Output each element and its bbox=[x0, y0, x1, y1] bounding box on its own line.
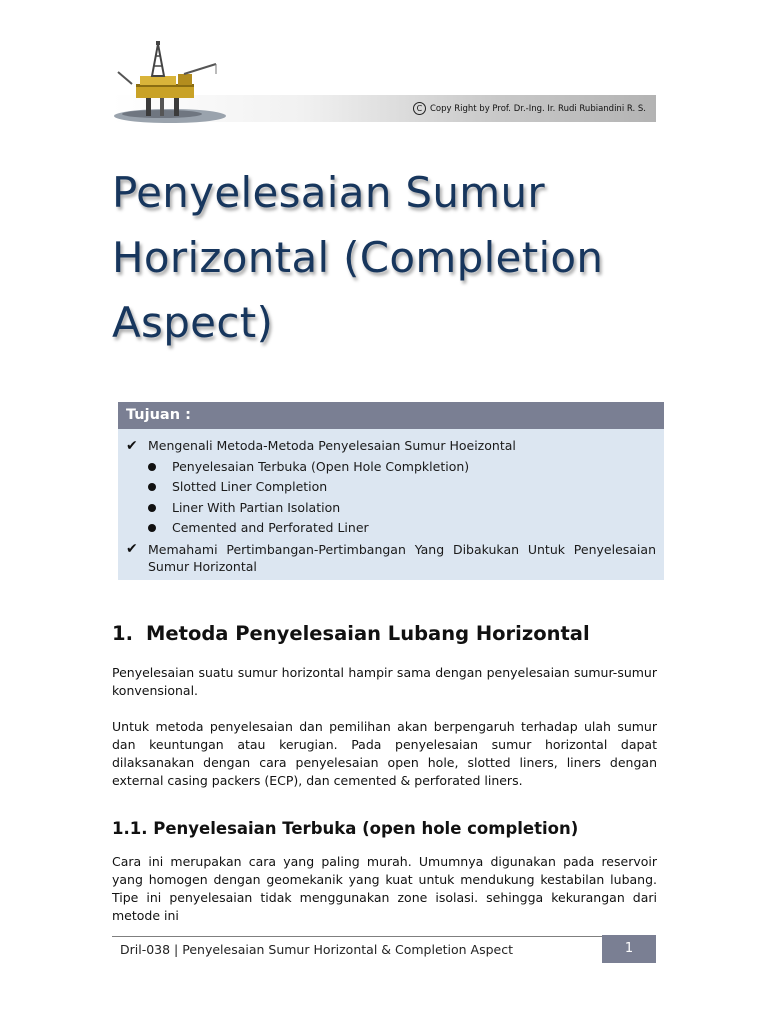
subitem-text: Liner With Partian Isolation bbox=[172, 499, 341, 515]
bullet-dot-icon bbox=[148, 504, 156, 512]
objectives-heading: Tujuan : bbox=[118, 402, 664, 429]
paragraph: Cara ini merupakan cara yang paling murah. Umumnya digunakan pada reservoir yang homogen dengan geomekanik yang kuat untuk mendukung kestabilan lubang. Tipe ini penyelesaian tidak menggunakan zone isolasi. sehingga kekurangan dari metode ini bbox=[112, 854, 657, 923]
checkmark-icon: ✔ bbox=[126, 540, 138, 557]
footer-divider bbox=[112, 936, 602, 937]
objective-subitem bbox=[126, 457, 656, 478]
objective-subitem bbox=[126, 498, 656, 519]
paragraph: Penyelesaian suatu sumur horizontal hampir sama dengan penyelesaian sumur-sumur konvensional. bbox=[112, 665, 657, 698]
subitem-text: Slotted Liner Completion bbox=[172, 479, 328, 494]
paragraph: Untuk metoda penyelesaian dan pemilihan akan berpengaruh terhadap ulah sumur dan keuntungan atau kerugian. Pada penyelesaian sumur horizontal dapat dilaksanakan dengan cara penyelesaian open hole, slotted liners, liners dengan external casing packers (ECP), dan cemented & perforated liners. bbox=[112, 719, 657, 788]
footer-text: Dril-038 | Penyelesaian Sumur Horizontal & Completion Aspect bbox=[120, 942, 514, 957]
objective-text: Memahami Pertimbangan-Pertimbangan Yang Dibakukan Untuk Penyelesaian Sumur Horizontal bbox=[148, 541, 656, 574]
subitem-text: Penyelesaian Terbuka (Open Hole Compkletion) bbox=[172, 458, 470, 474]
objectives-box bbox=[118, 402, 664, 580]
objective-subitem bbox=[126, 477, 656, 498]
bullet-dot-icon bbox=[148, 524, 156, 532]
section-title: Metoda Penyelesaian Lubang Horizontal bbox=[146, 622, 590, 645]
copyright-icon: C bbox=[413, 102, 426, 115]
bullet-dot-icon bbox=[148, 463, 156, 471]
page-title: Penyelesaian Sumur Horizontal (Completion Aspect) bbox=[112, 168, 604, 347]
objectives-body bbox=[118, 429, 664, 575]
section-heading bbox=[112, 622, 590, 645]
subitem-text: Cemented and Perforated Liner bbox=[172, 520, 369, 535]
objective-item bbox=[126, 436, 656, 457]
objective-text: Mengenali Metoda-Metoda Penyelesaian Sumur Hoeizontal bbox=[148, 438, 516, 453]
bullet-dot-icon bbox=[148, 483, 156, 491]
header-banner bbox=[112, 38, 656, 126]
copyright-notice bbox=[413, 102, 646, 115]
objective-subitem bbox=[126, 518, 656, 539]
page-footer bbox=[112, 935, 656, 963]
copyright-text: Copy Right by Prof. Dr.-Ing. Ir. Rudi Rubiandini R. S. bbox=[429, 103, 646, 114]
oil-rig-icon bbox=[112, 38, 232, 124]
page-number: 1 bbox=[602, 935, 656, 963]
objective-item bbox=[126, 539, 656, 575]
subsection-heading: 1.1. Penyelesaian Terbuka (open hole completion) bbox=[112, 819, 579, 838]
checkmark-icon: ✔ bbox=[126, 438, 138, 454]
section-number: 1. bbox=[112, 622, 133, 645]
